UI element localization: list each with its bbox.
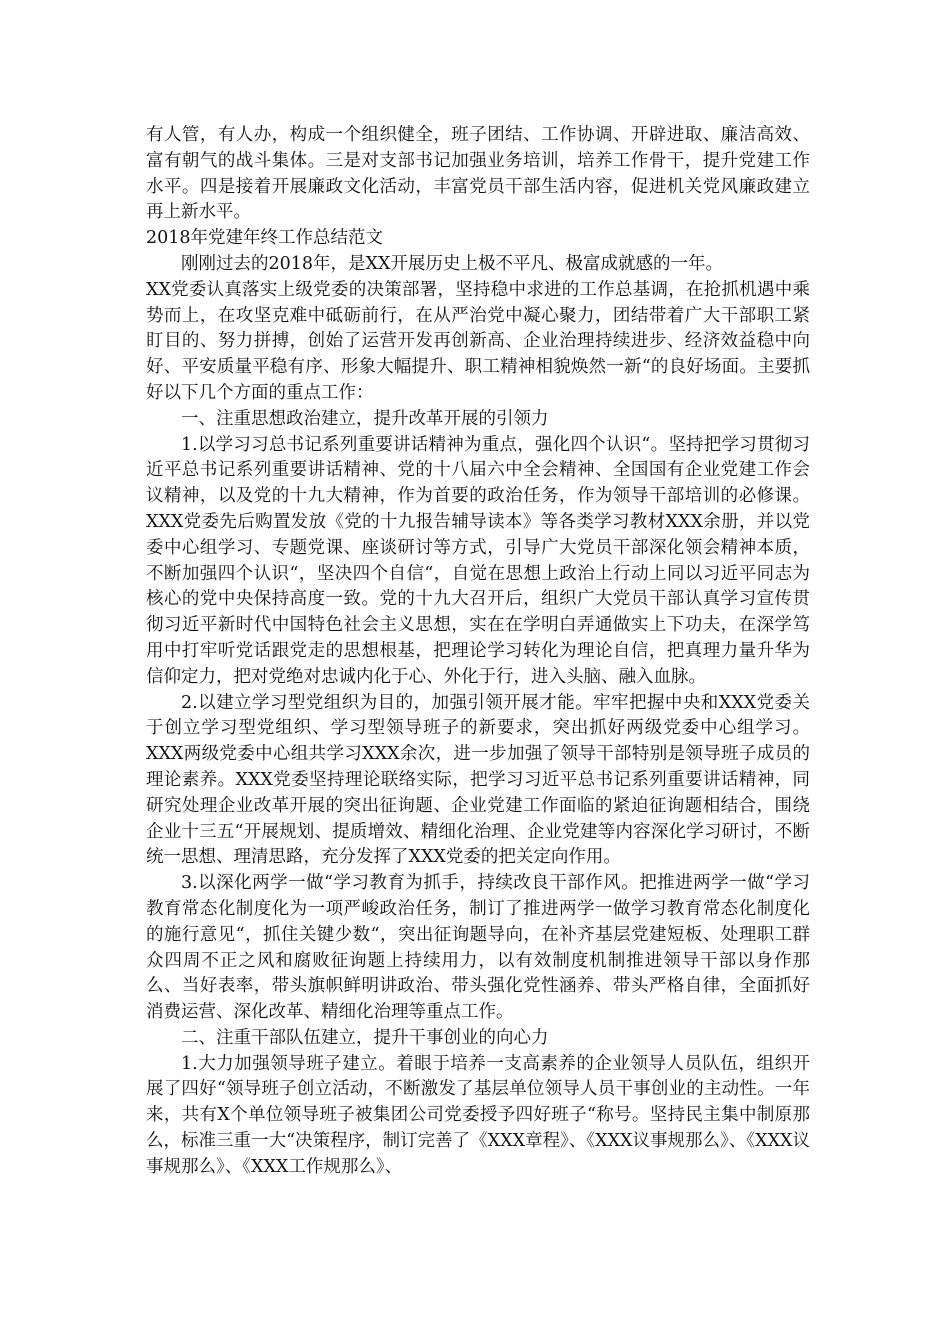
section-1-item-2: 2.以建立学习型党组织为目的，加强引领开展才能。牢牢把握中央和XXX党委关于创立学习型党组织、学习型领导班子的新要求，突出抓好两级党委中心组学习。XXX两级党委中心组共学习XXX余次，进一步加强了领导干部特别是领导班子成员的理论素养。XXX党委坚持理论联络实际，把学习习近平总书记系列重要讲话精神，同研究处理企业改革开展的突出征询题、企业党建工作面临的紧迫征询题相结合，围绕企业十三五“开展规划、提质增效、精细化治理、企业党建等内容深化学习研讨，不断统一思想、理清思路，充分发挥了XXX党委的把关定向作用。 — [146, 692, 810, 868]
intro-paragraph: 刚刚过去的2018年，是XX开展历史上极不平凡、极富成就感的一年。 — [181, 253, 723, 274]
section-heading-1: 一、注重思想政治建立，提升改革开展的引领力 — [181, 408, 549, 429]
section-heading-2: 二、注重干部队伍建立，提升干事创业的向心力 — [181, 1027, 549, 1048]
summary-paragraph: XX党委认真落实上级党委的决策部署，坚持稳中求进的工作总基调，在抢抓机遇中乘势而上，在攻坚克难中砥砺前行，在从严治党中凝心聚力，团结带着广大干部职工紧盯目的、努力拼搏，创始了运营开发再创新高、企业治理持续进步、经济效益稳中向好、平安质量平稳有序、形象大幅提升、职工精神相貌焕然一新“的良好场面。主要抓好以下几个方面的重点工作： — [146, 279, 810, 403]
section-1-item-1: 1.以学习习总书记系列重要讲话精神为重点，强化四个认识“。坚持把学习贯彻习近平总书记系列重要讲话精神、党的十八届六中全会精神、全国国有企业党建工作会议精神，以及党的十九大精神，作为首要的政治任务，作为领导干部培训的必修课。XXX党委先后购置发放《党的十九报告辅导读本》等各类学习教材XXX余册，并以党委中心组学习、专题党课、座谈研讨等方式，引导广大党员干部深化领会精神本质，不断加强四个认识“，坚决四个自信“，自觉在思想上政治上行动上同以习近平同志为核心的党中央保持高度一致。党的十九大召开后，组织广大党员干部认真学习宣传贯彻习近平新时代中国特色社会主义思想，实在在学明白弄通做实上下功夫，在深学笃用中打牢听党话跟党走的思想根基，把理论学习转化为理论自信，把真理力量升华为信仰定力，把对党绝对忠诚内化于心、外化于行，进入头脑、融入血脉。 — [146, 434, 810, 687]
section-1-item-3: 3.以深化两学一做“学习教育为抓手，持续改良干部作风。把推进两学一做“学习教育常态化制度化为一项严峻政治任务，制订了推进两学一做学习教育常态化制度化的施行意见“，抓住关键少数“，突出征询题导向，在补齐基层党建短板、处理职工群众四周不正之风和腐败征询题上持续用力，以有效制度机制推进领导干部以身作那么、当好表率，带头旗帜鲜明讲政治、带头强化党性涵养、带头严格自律，全面抓好消费运营、深化改革、精细化治理等重点工作。 — [146, 873, 810, 1023]
document-title: 2018年党建年终工作总结范文 — [146, 228, 384, 249]
document-body — [146, 123, 810, 1181]
paragraph-continuation: 有人管，有人办，构成一个组织健全，班子团结、工作协调、开辟进取、廉洁高效、富有朝气的战斗集体。三是对支部书记加强业务培训，培养工作骨干，提升党建工作水平。四是接着开展廉政文化活动，丰富党员干部生活内容，促进机关党风廉政建立再上新水平。 — [146, 125, 810, 223]
section-2-item-1: 1.大力加强领导班子建立。着眼于培养一支高素养的企业领导人员队伍，组织开展了四好“领导班子创立活动，不断激发了基层单位领导人员干事创业的主动性。一年来，共有X个单位领导班子被集团公司党委授予四好班子“称号。坚持民主集中制原那么，标准三重一大“决策程序，制订完善了《XXX章程》、《XXX议事规那么》、《XXX议事规那么》、《XXX工作规那么》、 — [146, 1053, 810, 1177]
